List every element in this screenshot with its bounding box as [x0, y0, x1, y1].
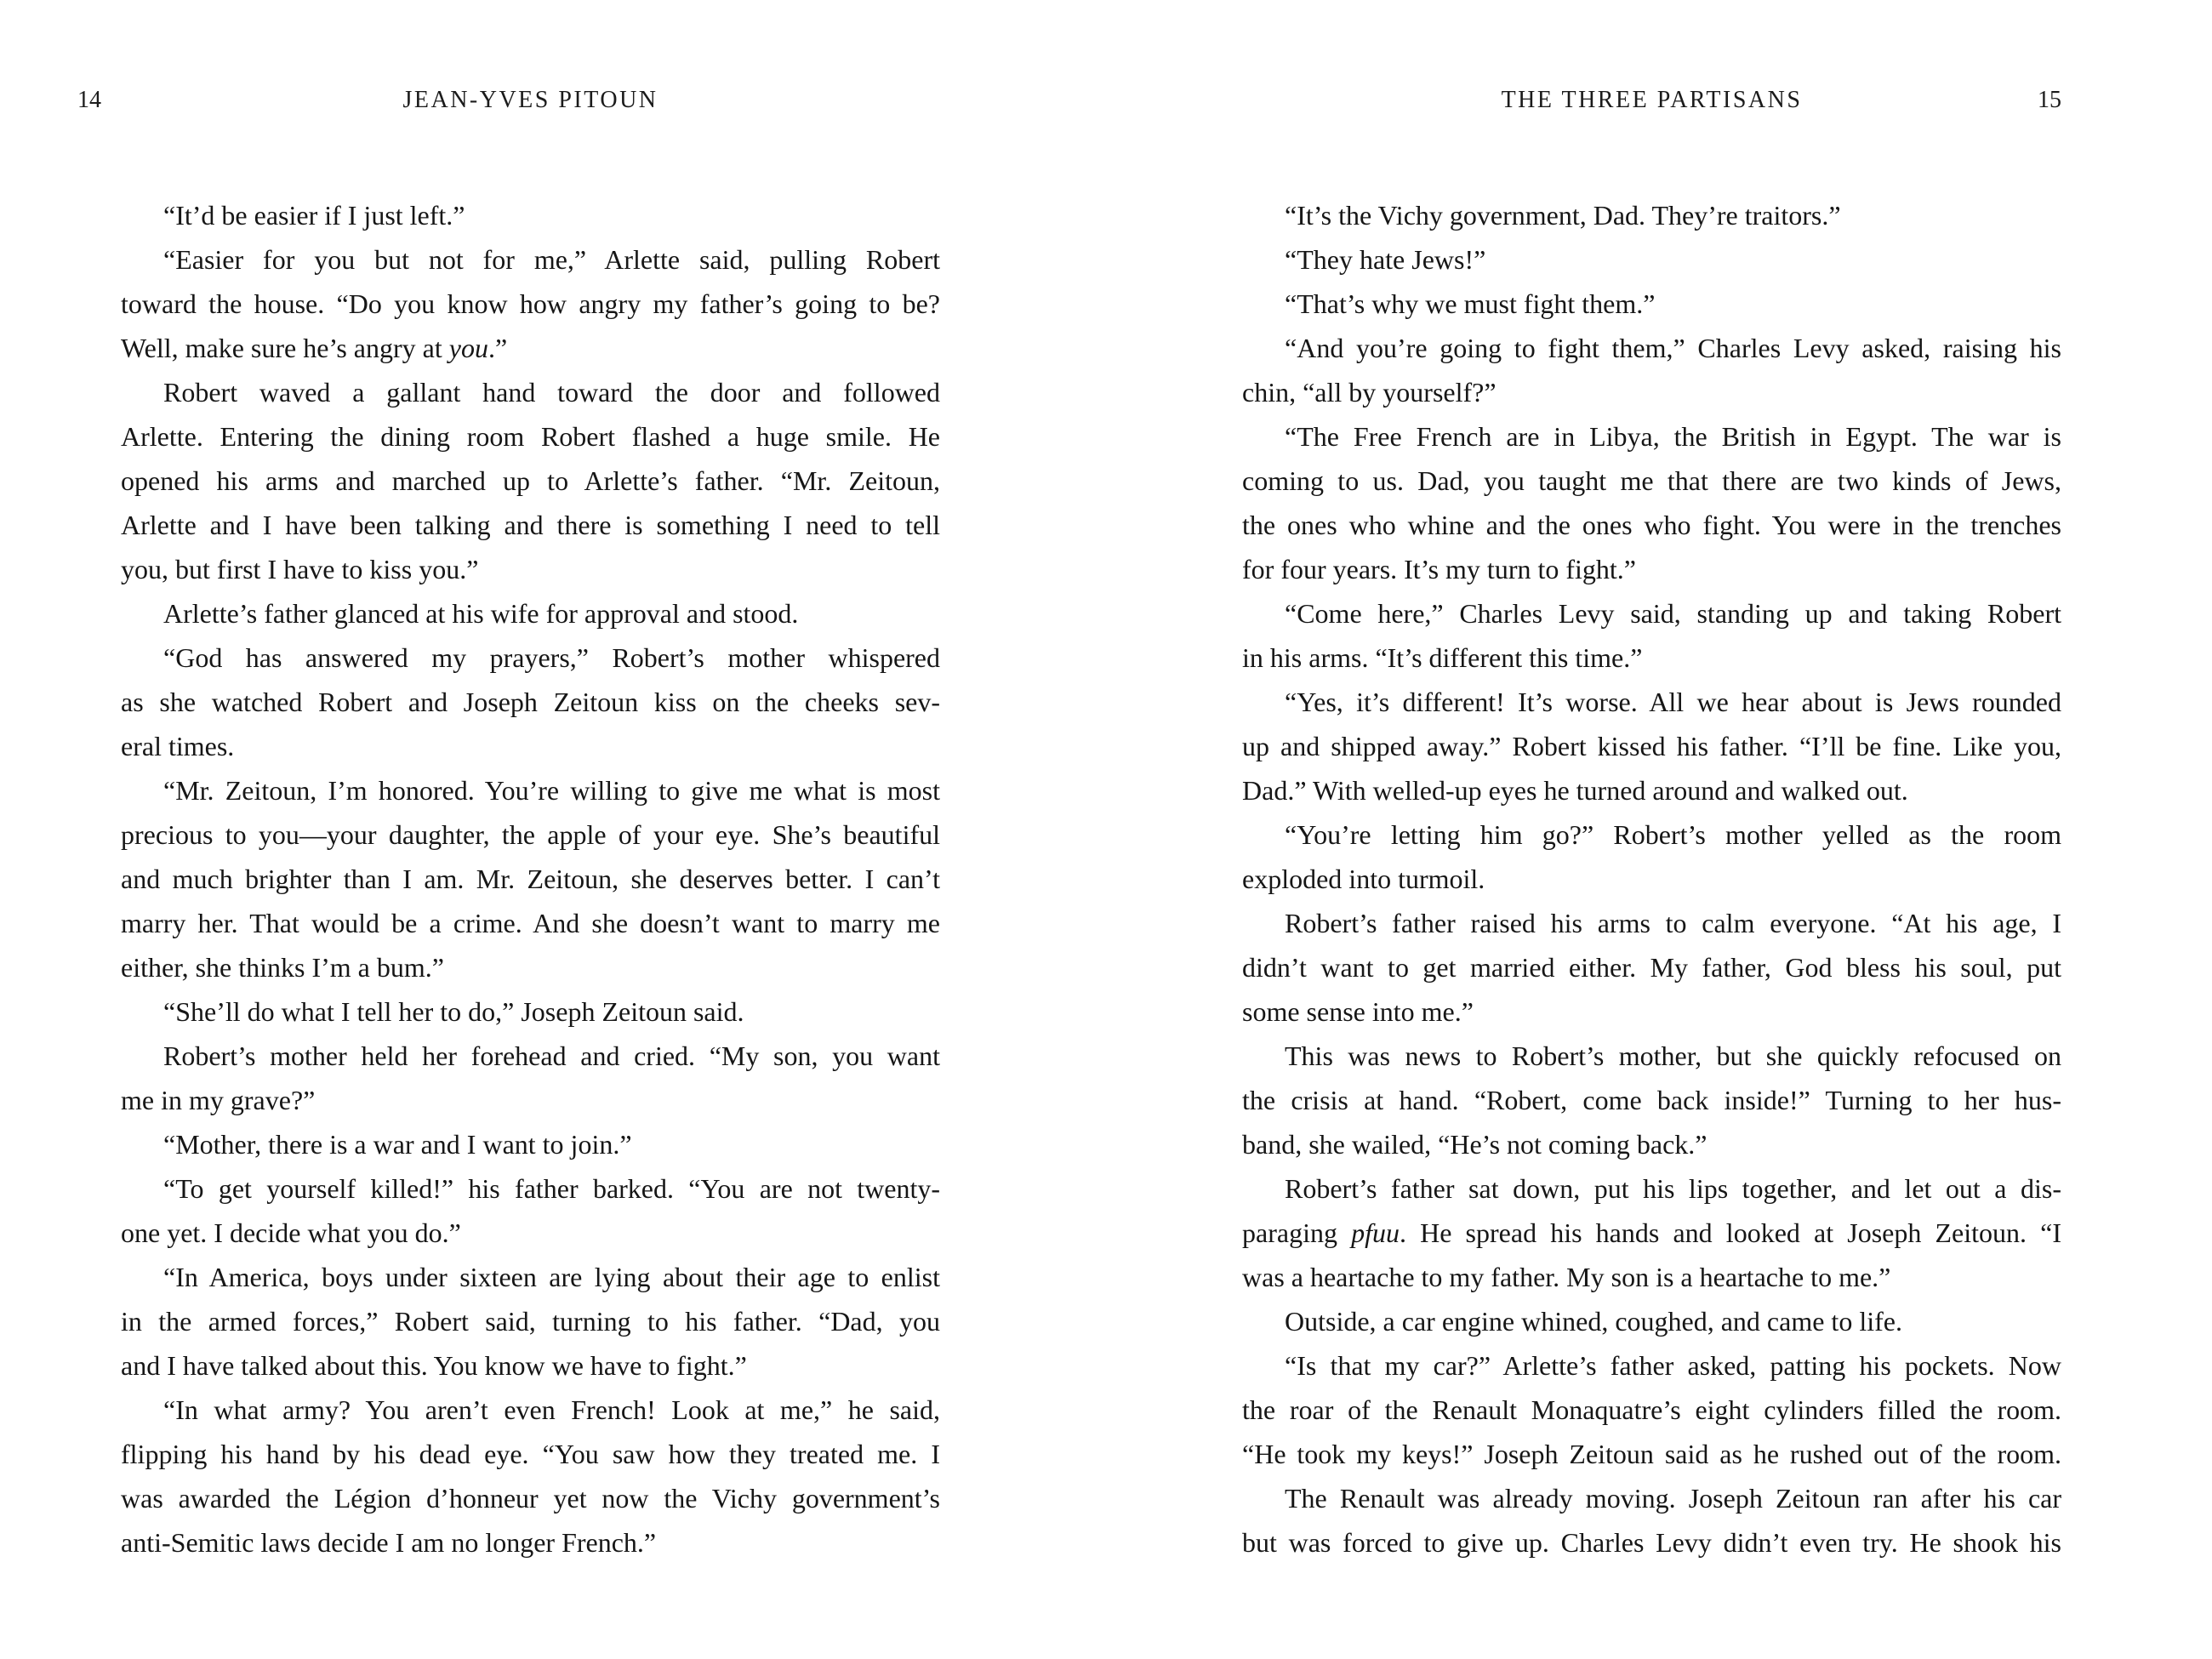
text-segment: This was news to Robert’s mother, but she quickly refocused on	[1285, 1040, 2061, 1071]
text-segment: “Mother, there is a war and I want to join.”	[163, 1129, 632, 1160]
text-line	[121, 1255, 940, 1299]
text-segment: paraging	[1242, 1217, 1352, 1248]
text-segment: “Mr. Zeitoun, I’m honored. You’re willing to give me what is most	[163, 775, 940, 806]
text-line	[121, 503, 940, 547]
text-line	[1242, 857, 2061, 901]
page-body	[1242, 193, 2061, 1565]
text-segment: and I have talked about this. You know we have to fight.”	[121, 1350, 747, 1381]
text-line	[1242, 1122, 2061, 1166]
text-line	[121, 370, 940, 414]
text-line	[121, 414, 940, 459]
text-segment: “And you’re going to fight them,” Charles Levy asked, raising his	[1285, 333, 2061, 363]
text-line	[1242, 503, 2061, 547]
text-segment: “To get yourself killed!” his father barked. “You are not twenty-	[163, 1173, 940, 1204]
text-segment: Robert’s father sat down, put his lips together, and let out a dis-	[1285, 1173, 2061, 1204]
text-segment: for four years. It’s my turn to fight.”	[1242, 554, 1636, 584]
text-segment: didn’t want to get married either. My father, God bless his soul, put	[1242, 952, 2061, 983]
text-line	[1242, 1388, 2061, 1432]
text-segment: “That’s why we must fight them.”	[1285, 288, 1656, 319]
text-line	[1242, 414, 2061, 459]
text-segment: “Is that my car?” Arlette’s father asked, patting his pockets. Now	[1285, 1350, 2061, 1381]
text-line	[121, 1299, 940, 1343]
text-segment: opened his arms and marched up to Arlette’s father. “Mr. Zeitoun,	[121, 465, 940, 496]
page-number-left: 14	[77, 87, 101, 113]
text-line	[121, 1034, 940, 1078]
text-line	[1242, 459, 2061, 503]
text-segment: coming to us. Dad, you taught me that there are two kinds of Jews,	[1242, 465, 2061, 496]
text-line	[1242, 591, 2061, 636]
text-line	[1242, 1299, 2061, 1343]
text-line	[1242, 680, 2061, 724]
text-line	[1242, 370, 2061, 414]
text-line	[1242, 547, 2061, 591]
text-segment: “Easier for you but not for me,” Arlette said, pulling Robert	[163, 244, 940, 275]
text-segment: the crisis at hand. “Robert, come back inside!” Turning to her hus-	[1242, 1085, 2061, 1115]
text-line	[121, 1520, 940, 1565]
text-segment: .”	[487, 333, 508, 363]
text-segment: the roar of the Renault Monaquatre’s eight cylinders filled the room.	[1242, 1394, 2061, 1425]
text-segment: one yet. I decide what you do.”	[121, 1217, 461, 1248]
text-segment: band, she wailed, “He’s not coming back.”	[1242, 1129, 1707, 1160]
text-line	[1242, 1166, 2061, 1211]
text-segment: “Come here,” Charles Levy said, standing up and taking Robert	[1285, 598, 2061, 629]
text-segment: “The Free French are in Libya, the British in Egypt. The war is	[1285, 421, 2061, 452]
text-segment: Robert’s father raised his arms to calm everyone. “At his age, I	[1285, 908, 2061, 938]
text-line	[1242, 1211, 2061, 1255]
text-line	[121, 636, 940, 680]
text-segment: Robert waved a gallant hand toward the door and followed	[163, 377, 940, 408]
text-line	[1242, 193, 2061, 237]
text-line	[121, 591, 940, 636]
text-line	[1242, 326, 2061, 370]
text-segment: Arlette. Entering the dining room Robert flashed a huge smile. He	[121, 421, 940, 452]
text-line	[121, 945, 940, 989]
text-segment: but was forced to give up. Charles Levy didn’t even try. He shook his	[1242, 1527, 2061, 1558]
text-line	[1242, 989, 2061, 1034]
text-segment: “Yes, it’s different! It’s worse. All we hear about is Jews rounded	[1285, 687, 2061, 717]
text-line	[1242, 1078, 2061, 1122]
text-segment: either, she thinks I’m a bum.”	[121, 952, 444, 983]
text-line	[1242, 901, 2061, 945]
text-segment: you, but first I have to kiss you.”	[121, 554, 479, 584]
text-segment: The Renault was already moving. Joseph Zeitoun ran after his car	[1285, 1483, 2061, 1514]
text-line	[121, 547, 940, 591]
text-segment: “God has answered my prayers,” Robert’s mother whispered	[163, 642, 940, 673]
text-segment: exploded into turmoil.	[1242, 864, 1485, 894]
text-line	[121, 1211, 940, 1255]
text-segment: in his arms. “It’s different this time.”	[1242, 642, 1643, 673]
text-segment: Arlette and I have been talking and there is something I need to tell	[121, 510, 940, 540]
text-segment: “They hate Jews!”	[1285, 244, 1486, 275]
text-segment: Arlette’s father glanced at his wife for approval and stood.	[163, 598, 799, 629]
text-line	[121, 1476, 940, 1520]
text-line	[1242, 636, 2061, 680]
text-segment: was awarded the Légion d’honneur yet now the Vichy government’s	[121, 1483, 940, 1514]
text-line	[1242, 812, 2061, 857]
text-line	[121, 459, 940, 503]
text-line	[1242, 1034, 2061, 1078]
text-segment: chin, “all by yourself?”	[1242, 377, 1497, 408]
text-segment: flipping his hand by his dead eye. “You saw how they treated me. I	[121, 1439, 940, 1469]
text-segment: eral times.	[121, 731, 235, 761]
text-line	[121, 1432, 940, 1476]
text-line	[121, 724, 940, 768]
text-line	[1242, 237, 2061, 282]
text-segment: was a heartache to my father. My son is a heartache to me.”	[1242, 1262, 1891, 1292]
text-segment: toward the house. “Do you know how angry my father’s going to be?	[121, 288, 940, 319]
text-segment: the ones who whine and the ones who fight. You were in the trenches	[1242, 510, 2061, 540]
italic-text: you	[448, 333, 488, 363]
text-line	[121, 1343, 940, 1388]
text-segment: me in my grave?”	[121, 1085, 316, 1115]
text-segment: Dad.” With welled-up eyes he turned around and walked out.	[1242, 775, 1908, 806]
text-line	[121, 326, 940, 370]
text-line	[121, 901, 940, 945]
text-segment: “In America, boys under sixteen are lying about their age to enlist	[163, 1262, 940, 1292]
text-line	[121, 193, 940, 237]
text-line	[121, 812, 940, 857]
text-line	[121, 989, 940, 1034]
text-segment: as she watched Robert and Joseph Zeitoun kiss on the cheeks sev-	[121, 687, 940, 717]
text-segment: marry her. That would be a crime. And she doesn’t want to marry me	[121, 908, 940, 938]
text-line	[121, 680, 940, 724]
text-line	[1242, 1476, 2061, 1520]
text-line	[1242, 1255, 2061, 1299]
italic-text: pfuu	[1351, 1217, 1400, 1248]
text-line	[121, 1388, 940, 1432]
text-line	[121, 282, 940, 326]
text-line	[121, 237, 940, 282]
text-segment: “In what army? You aren’t even French! Look at me,” he said,	[163, 1394, 940, 1425]
text-segment: Well, make sure he’s angry at	[121, 333, 449, 363]
text-segment: precious to you—your daughter, the apple of your eye. She’s beautiful	[121, 819, 940, 850]
text-line	[1242, 282, 2061, 326]
text-line	[121, 1166, 940, 1211]
running-head-title: THE THREE PARTISANS	[1501, 87, 1803, 113]
text-segment: and much brighter than I am. Mr. Zeitoun, she deserves better. I can’t	[121, 864, 940, 894]
text-segment: Outside, a car engine whined, coughed, and came to life.	[1285, 1306, 1902, 1337]
text-segment: some sense into me.”	[1242, 996, 1474, 1027]
running-head-author: JEAN-YVES PITOUN	[402, 87, 658, 113]
text-line	[1242, 724, 2061, 768]
text-line	[1242, 1520, 2061, 1565]
text-segment: “He took my keys!” Joseph Zeitoun said as he rushed out of the room.	[1242, 1439, 2061, 1469]
text-segment: “It’s the Vichy government, Dad. They’re traitors.”	[1285, 200, 1841, 231]
text-line	[121, 1078, 940, 1122]
page-right	[1106, 0, 2212, 1659]
text-line	[121, 857, 940, 901]
text-line	[121, 1122, 940, 1166]
text-segment: “She’ll do what I tell her to do,” Joseph Zeitoun said.	[163, 996, 744, 1027]
text-line	[1242, 1343, 2061, 1388]
page-body	[121, 193, 940, 1565]
text-segment: up and shipped away.” Robert kissed his father. “I’ll be fine. Like you,	[1242, 731, 2061, 761]
text-line	[121, 768, 940, 812]
text-line	[1242, 945, 2061, 989]
page-number-right: 15	[2038, 87, 2061, 113]
text-line	[1242, 768, 2061, 812]
text-segment: “You’re letting him go?” Robert’s mother yelled as the room	[1285, 819, 2061, 850]
text-line	[1242, 1432, 2061, 1476]
text-segment: anti-Semitic laws decide I am no longer French.”	[121, 1527, 657, 1558]
text-segment: Robert’s mother held her forehead and cried. “My son, you want	[163, 1040, 940, 1071]
text-segment: “It’d be easier if I just left.”	[163, 200, 465, 231]
text-segment: in the armed forces,” Robert said, turning to his father. “Dad, you	[121, 1306, 940, 1337]
text-segment: . He spread his hands and looked at Joseph Zeitoun. “I	[1399, 1217, 2062, 1248]
